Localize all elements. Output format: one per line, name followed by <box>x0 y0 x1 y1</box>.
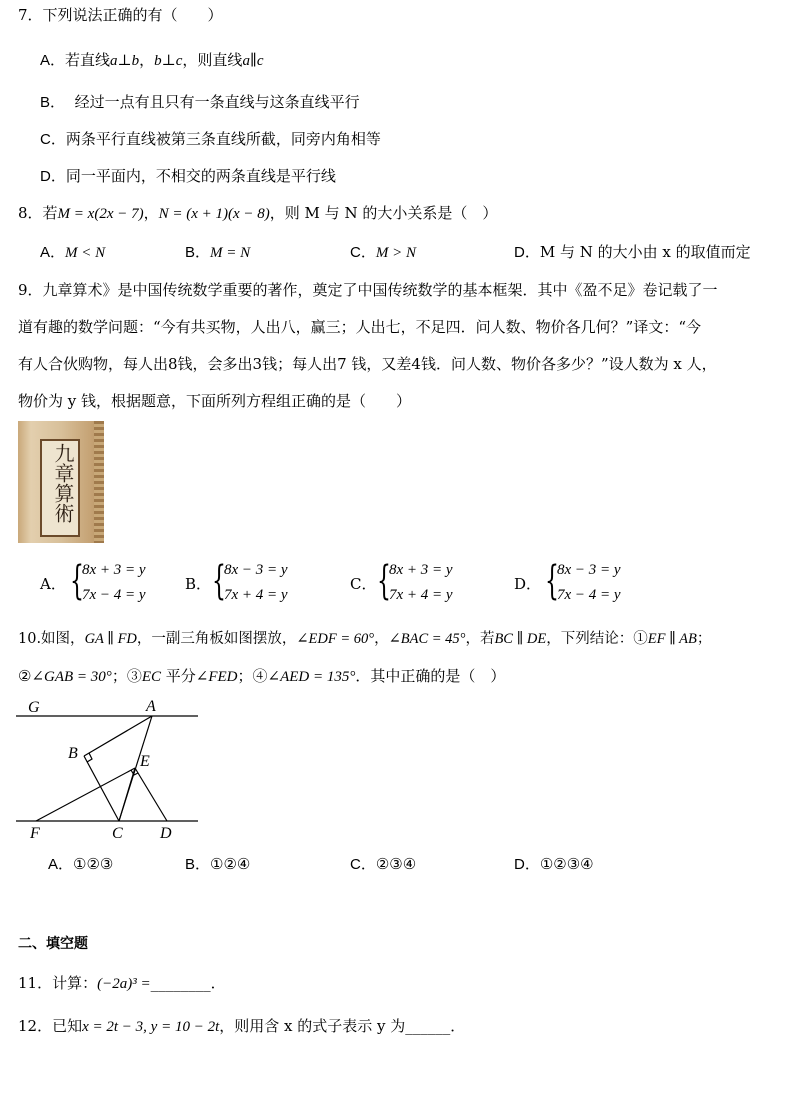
q8-option-b <box>185 242 250 263</box>
answer-blank[interactable]: ______ <box>405 1017 451 1035</box>
q9-option-c-label: C． <box>350 575 377 593</box>
stem-text: ；③ <box>111 667 142 685</box>
q7-option-a <box>40 50 264 71</box>
option-label: C． <box>40 131 66 148</box>
section-heading: 二、填空题 <box>18 936 88 952</box>
option-text: ①②④ <box>210 855 251 873</box>
stem-text: ； <box>696 631 712 647</box>
option-text: 两条平行直线被第三条直线所截，同旁内角相等 <box>65 130 381 148</box>
q10-option-c <box>350 854 416 875</box>
stem-text: ． <box>450 1017 466 1035</box>
option-text: M 与 N 的大小由 x 的取值而定 <box>539 243 751 261</box>
brace-glyph: { <box>70 558 84 604</box>
option-label: B． <box>40 94 66 111</box>
q10-line-2 <box>18 666 505 687</box>
math-expr: GA ∥ FD <box>84 631 137 647</box>
book-title: 九章算術 <box>51 443 75 523</box>
q10-geometry-figure <box>10 690 210 850</box>
stem-text: 平分 <box>161 667 196 685</box>
option-text: 经过一点有且只有一条直线与这条直线平行 <box>74 93 360 111</box>
math-expr: ∠EDF = 60° <box>296 631 375 647</box>
option-label: D． <box>514 244 540 261</box>
option-label: A． <box>40 244 66 261</box>
stem-text: 10.如图， <box>18 631 85 647</box>
q9-option-a-label: A． <box>40 575 66 593</box>
math-expr: M = N <box>210 245 251 261</box>
option-text: ，则直线 <box>182 51 243 69</box>
q8-option-a <box>40 242 105 263</box>
math-expr: (−2a)³ = <box>97 976 151 992</box>
math-expr: a∥c <box>242 53 264 69</box>
option-label: B． <box>185 244 211 261</box>
equation-2: 7x − 4 = y <box>82 587 146 603</box>
math-expr: BC ∥ DE <box>494 631 547 647</box>
equation-2: 7x + 4 = y <box>389 587 453 603</box>
option-label: B． <box>185 856 211 873</box>
option-text: ①②③④ <box>539 855 594 873</box>
equation-1: 8x + 3 = y <box>82 562 146 578</box>
math-expr: M > N <box>375 245 416 261</box>
answer-blank[interactable]: ________ <box>150 974 211 992</box>
q8-option-c <box>350 242 416 263</box>
equation-1: 8x − 3 = y <box>557 562 621 578</box>
q9-line-4: 物价为 y 钱，根据题意，下面所列方程组正确的是（ ） <box>18 392 412 410</box>
q9-line-3: 有人合伙购物，每人出8钱，会多出3钱；每人出7 钱，又差4钱．问人数、物价各多少？”设人数为 x 人， <box>18 355 717 373</box>
q7-option-d <box>40 166 336 187</box>
q11 <box>18 973 226 994</box>
q8-stem <box>18 203 497 224</box>
option-text: 同一平面内，不相交的两条直线是平行线 <box>65 167 336 185</box>
q10-option-b <box>185 854 250 875</box>
math-expr: EC <box>141 669 161 685</box>
stem-text: 12．已知 <box>18 1017 83 1035</box>
math-expr: ∠FED <box>195 669 238 685</box>
segment-fe <box>36 768 135 821</box>
label-f: F <box>30 825 40 842</box>
q9-option-d-label: D． <box>514 575 542 593</box>
math-expr: x = 2t − 3, y = 10 − 2t <box>82 1019 220 1035</box>
q7-stem: 7．下列说法正确的有（ ） <box>18 6 223 24</box>
separator: ， <box>139 51 155 69</box>
option-text: ①②③ <box>73 855 114 873</box>
stem-text: ，则用含 x 的式子表示 y 为 <box>219 1017 406 1035</box>
label-c: C <box>112 825 123 842</box>
equation-1: 8x + 3 = y <box>389 562 453 578</box>
stem-text: ， <box>374 631 389 647</box>
stem-text: ，下列结论：① <box>546 631 648 647</box>
brace-glyph: { <box>212 558 226 604</box>
option-label: C． <box>350 856 376 873</box>
q8-option-d <box>514 242 751 263</box>
q12 <box>18 1016 465 1037</box>
option-label: C． <box>350 244 376 261</box>
stem-text: ．其中正确的是（ ） <box>355 667 506 685</box>
equation-2: 7x − 4 = y <box>557 587 621 603</box>
stem-text: 8．若 <box>18 204 58 222</box>
stem-text: ，则 M 与 N 的大小关系是（ ） <box>269 204 498 222</box>
stem-text: ，一副三角板如图摆放， <box>136 631 297 647</box>
q7-option-b <box>40 92 360 113</box>
q9-line-2: 道有趣的数学问题：“今有共买物，人出八，赢三；人出七，不足四．问人数、物价各几何？”译文：“今 <box>18 318 702 336</box>
math-expr: ∠AED = 135° <box>267 669 356 685</box>
label-b: B <box>68 745 78 762</box>
q9-option-b-label: B． <box>185 575 212 593</box>
segment-ed <box>135 768 167 821</box>
option-label: D． <box>40 168 66 185</box>
math-expr: ∠GAB = 30° <box>31 669 112 685</box>
label-e: E <box>140 753 150 770</box>
math-expr: M = x(2x − 7) <box>57 206 144 222</box>
math-expr: M < N <box>65 245 106 261</box>
stem-text: ；④ <box>237 667 268 685</box>
stem-text: ，若 <box>465 631 495 647</box>
label-g: G <box>28 699 40 716</box>
equation-2: 7x + 4 = y <box>224 587 288 603</box>
segment-bc <box>84 756 119 821</box>
q7-option-c <box>40 129 381 150</box>
math-expr: EF ∥ AB <box>647 631 697 647</box>
book-page-edge <box>94 421 104 543</box>
math-expr: ∠BAC = 45° <box>388 631 466 647</box>
option-text: 若直线 <box>65 51 111 69</box>
q9-line-1: 9．九章算术》是中国传统数学重要的著作，奠定了中国传统数学的基本框架．其中《盈不足》卷记载了一 <box>18 281 718 299</box>
math-expr: a⊥b <box>110 53 140 69</box>
stem-text: ． <box>210 974 226 992</box>
option-label: A． <box>48 856 74 873</box>
option-label: D． <box>514 856 540 873</box>
brace-glyph: { <box>377 558 391 604</box>
q10-option-a <box>48 854 113 875</box>
stem-text: ② <box>18 667 32 685</box>
math-expr: N = (x + 1)(x − 8) <box>158 206 270 222</box>
jiuzhang-book-image <box>18 421 104 543</box>
option-text: ②③④ <box>375 855 417 873</box>
option-label: A． <box>40 52 66 69</box>
label-a: A <box>146 698 156 715</box>
separator: ， <box>143 204 159 222</box>
stem-text: 11．计算： <box>18 974 98 992</box>
brace-glyph: { <box>545 558 559 604</box>
equation-1: 8x − 3 = y <box>224 562 288 578</box>
book-title-panel <box>40 439 80 537</box>
q10-line-1 <box>18 629 711 649</box>
q10-option-d <box>514 854 594 875</box>
label-d: D <box>160 825 172 842</box>
math-expr: b⊥c <box>154 53 183 69</box>
